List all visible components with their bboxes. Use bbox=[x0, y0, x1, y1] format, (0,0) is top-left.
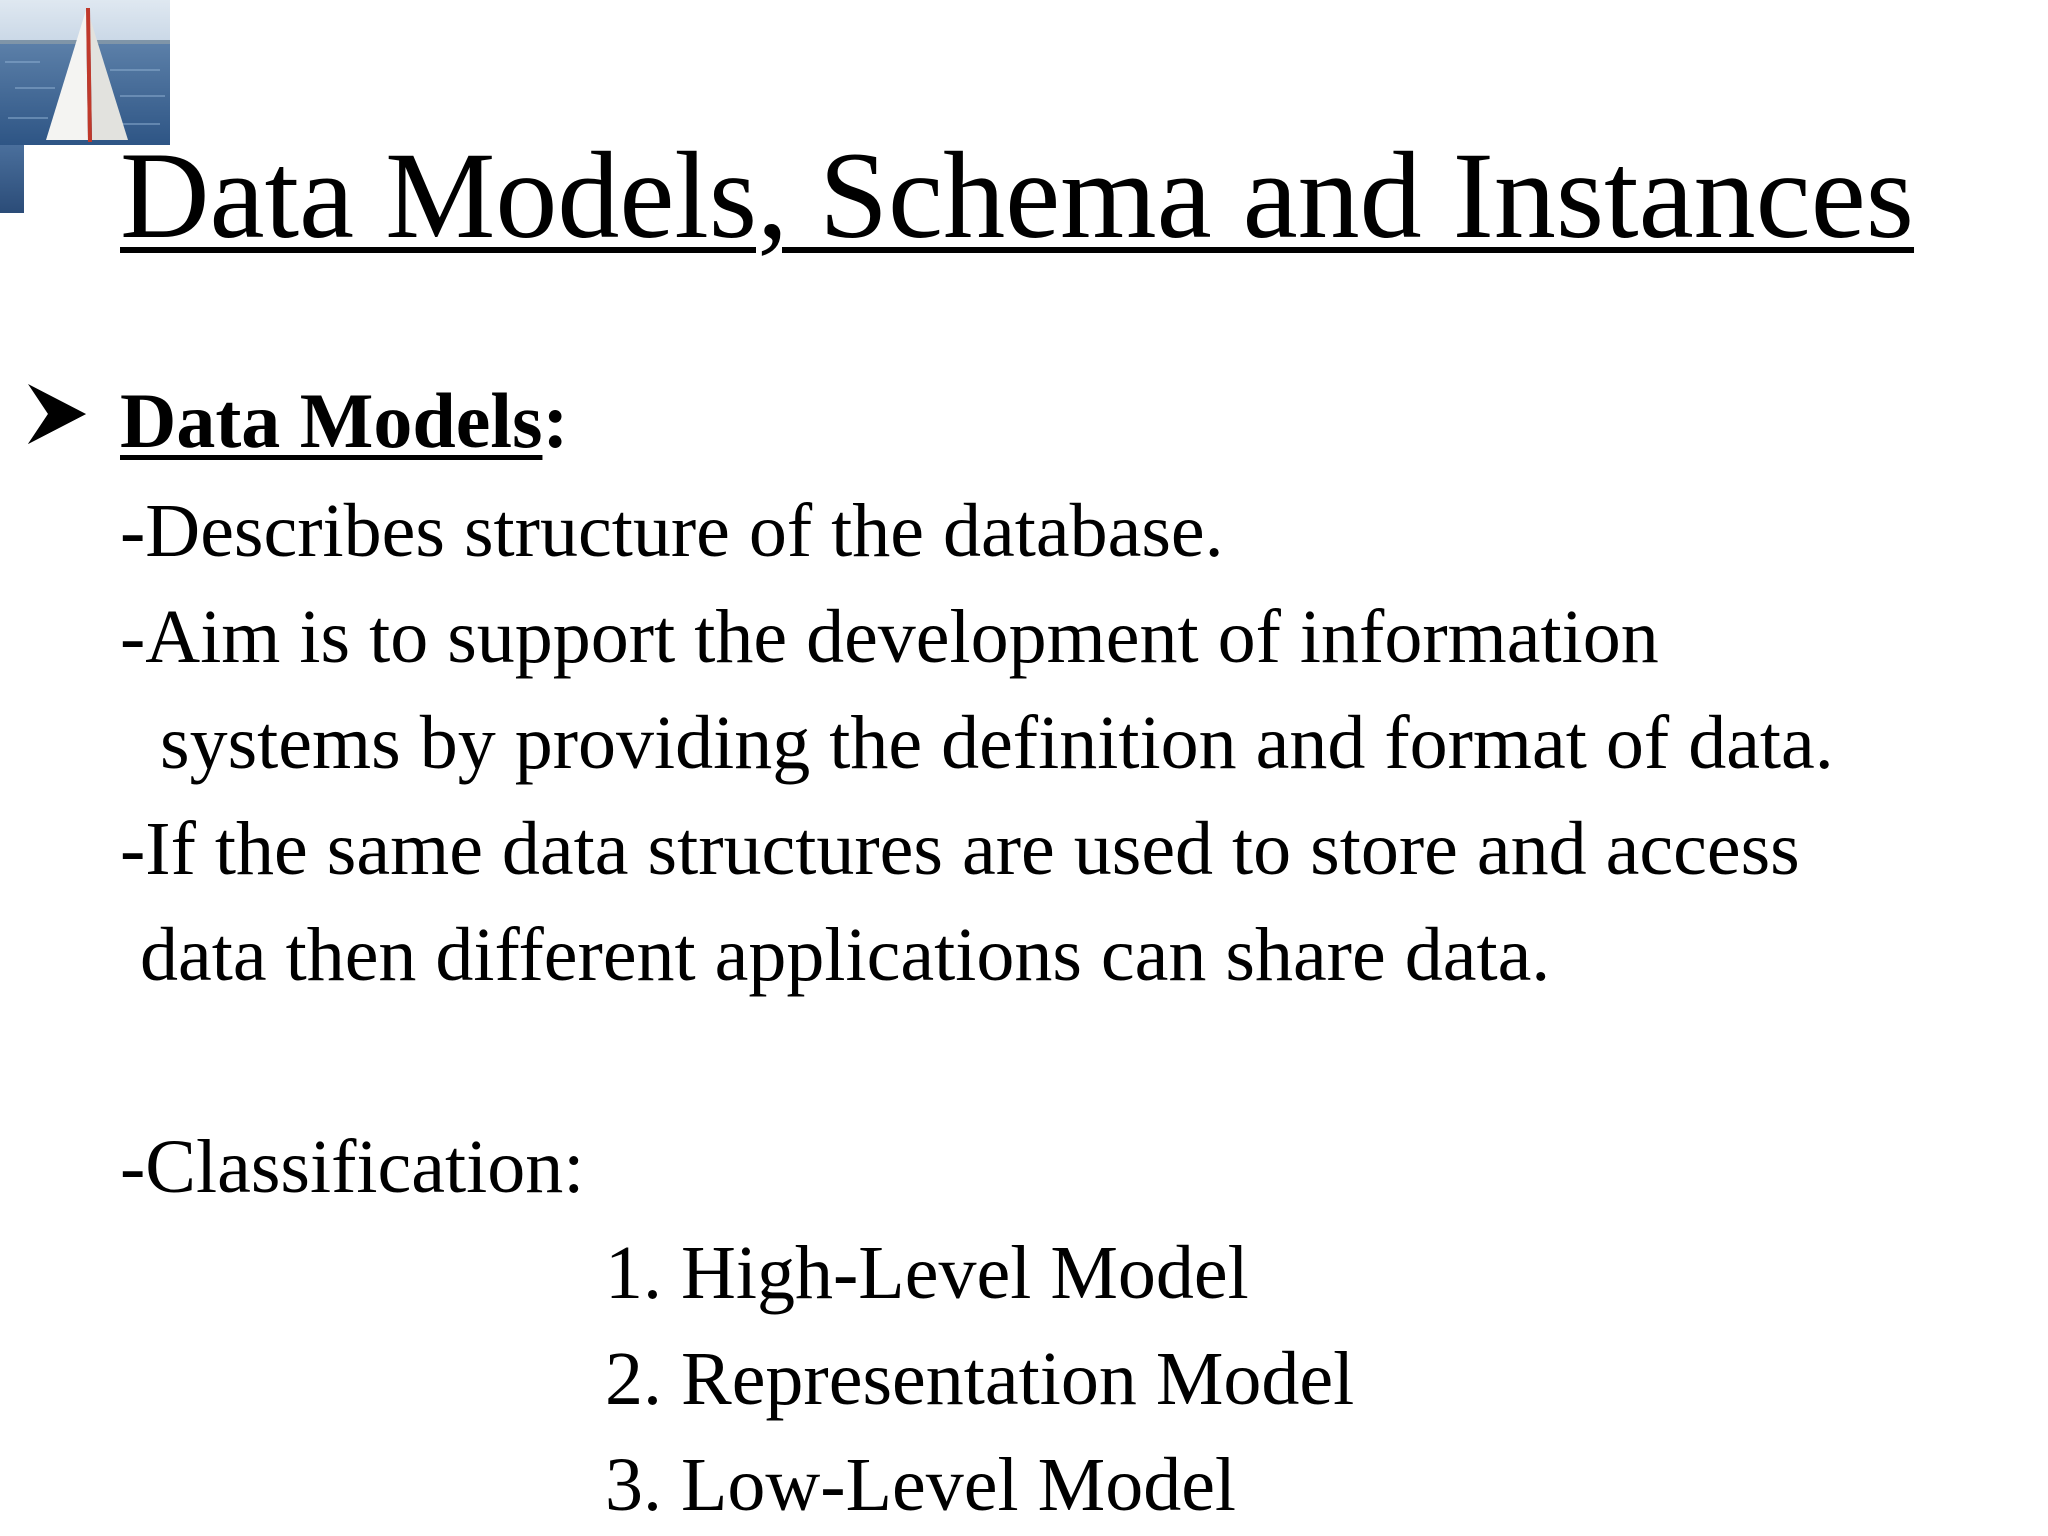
classification-item-high-level: 1. High-Level Model bbox=[605, 1231, 1249, 1315]
body-line-aim: -Aim is to support the development of information bbox=[120, 595, 1659, 679]
slide-title: Data Models, Schema and Instances bbox=[120, 127, 1915, 264]
classification-item-representation: 2. Representation Model bbox=[605, 1337, 1355, 1421]
corner-accent-strip bbox=[0, 145, 24, 213]
body-line-classification: -Classification: bbox=[120, 1125, 585, 1209]
section-heading-label: Data Models bbox=[120, 377, 543, 464]
arrowhead-bullet-icon bbox=[26, 382, 88, 446]
body-line-share: data then different applications can share data. bbox=[140, 913, 1551, 997]
body-line-if-same: -If the same data structures are used to store and access bbox=[120, 807, 1800, 891]
section-heading-colon: : bbox=[542, 377, 569, 464]
classification-item-low-level: 3. Low-Level Model bbox=[605, 1443, 1237, 1527]
sailboat-image bbox=[0, 0, 170, 145]
body-line-systems: systems by providing the definition and format of data. bbox=[160, 701, 1834, 785]
body-line-describes: -Describes structure of the database. bbox=[120, 489, 1224, 573]
section-heading bbox=[120, 378, 568, 464]
